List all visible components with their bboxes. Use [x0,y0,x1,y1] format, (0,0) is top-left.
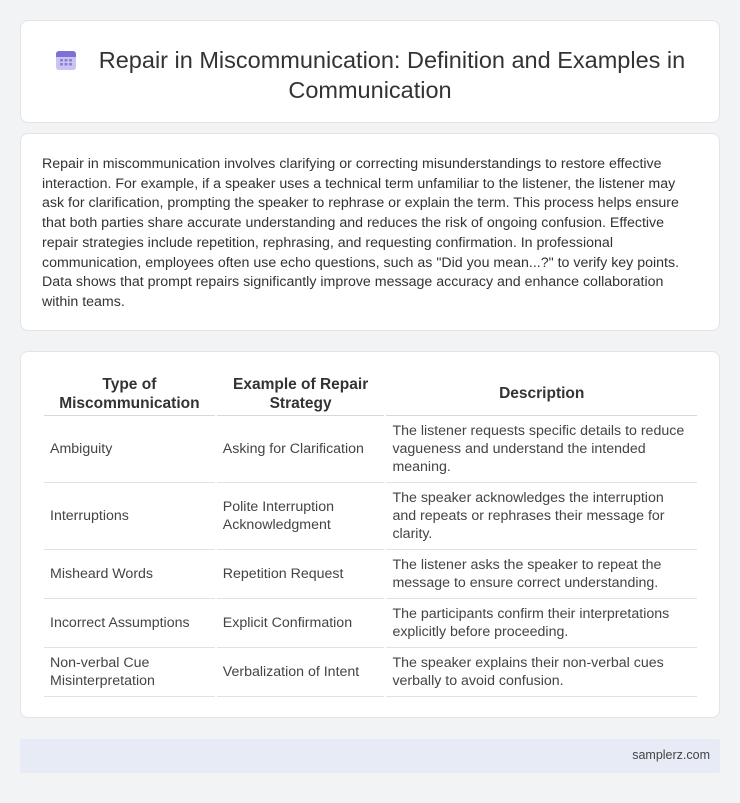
intro-card [20,133,720,331]
footer [20,739,720,773]
column-header-description: Description [386,372,697,416]
table-cell-description: The speaker acknowledges the interruption and repeats or rephrases their message for clarity. [386,483,697,550]
footer-site-link[interactable]: samplerz.com [632,748,710,762]
table-cell-type: Ambiguity [44,416,215,483]
intro-paragraph: Repair in miscommunication involves clarifying or correcting misunderstandings to restore effective interaction. For example, if a speaker uses a technical term unfamiliar to the listener, the listener may ask for clarification, prompting the speaker to rephrase or explain the term. This process helps ensure that both parties share accurate understanding and reduces the risk of ongoing confusion. Effective repair strategies include repetition, rephrasing, and requesting confirmation. In professional communication, employees often use echo questions, such as "Did you mean...?" to verify key points. Data shows that prompt repairs significantly improve message accuracy and enhance collaboration within teams. [42,156,680,310]
table-cell-description: The participants confirm their interpretations explicitly before proceeding. [386,599,697,648]
table-cell-type: Interruptions [44,483,215,550]
table-cell-strategy: Asking for Clarification [217,416,385,483]
table-cell-strategy: Polite Interruption Acknowledgment [217,483,385,550]
table-card [20,351,720,718]
table-row [44,483,697,550]
table-cell-description: The listener requests specific details to reduce vagueness and understand the intended meaning. [386,416,697,483]
header [21,45,719,105]
table-cell-type: Non-verbal Cue Misinterpretation [44,648,215,697]
column-header-type: Type of Miscommunication [44,372,215,416]
table-cell-strategy: Explicit Confirmation [217,599,385,648]
column-header-strategy: Example of Repair Strategy [217,372,385,416]
table-row [44,648,697,697]
table-row [44,599,697,648]
table-header-row [44,372,697,416]
calendar-icon [55,49,77,71]
table-row [44,550,697,599]
page-title [21,45,719,105]
table-cell-strategy: Verbalization of Intent [217,648,385,697]
table-cell-type: Misheard Words [44,550,215,599]
table-cell-type: Incorrect Assumptions [44,599,215,648]
page-title-text: Repair in Miscommunication: Definition and Examples in Communication [98,47,686,103]
miscommunication-table [42,372,699,697]
header-card [20,20,720,123]
table-cell-strategy: Repetition Request [217,550,385,599]
table-cell-description: The listener asks the speaker to repeat the message to ensure correct understanding. [386,550,697,599]
table-cell-description: The speaker explains their non-verbal cues verbally to avoid confusion. [386,648,697,697]
table-row [44,416,697,483]
